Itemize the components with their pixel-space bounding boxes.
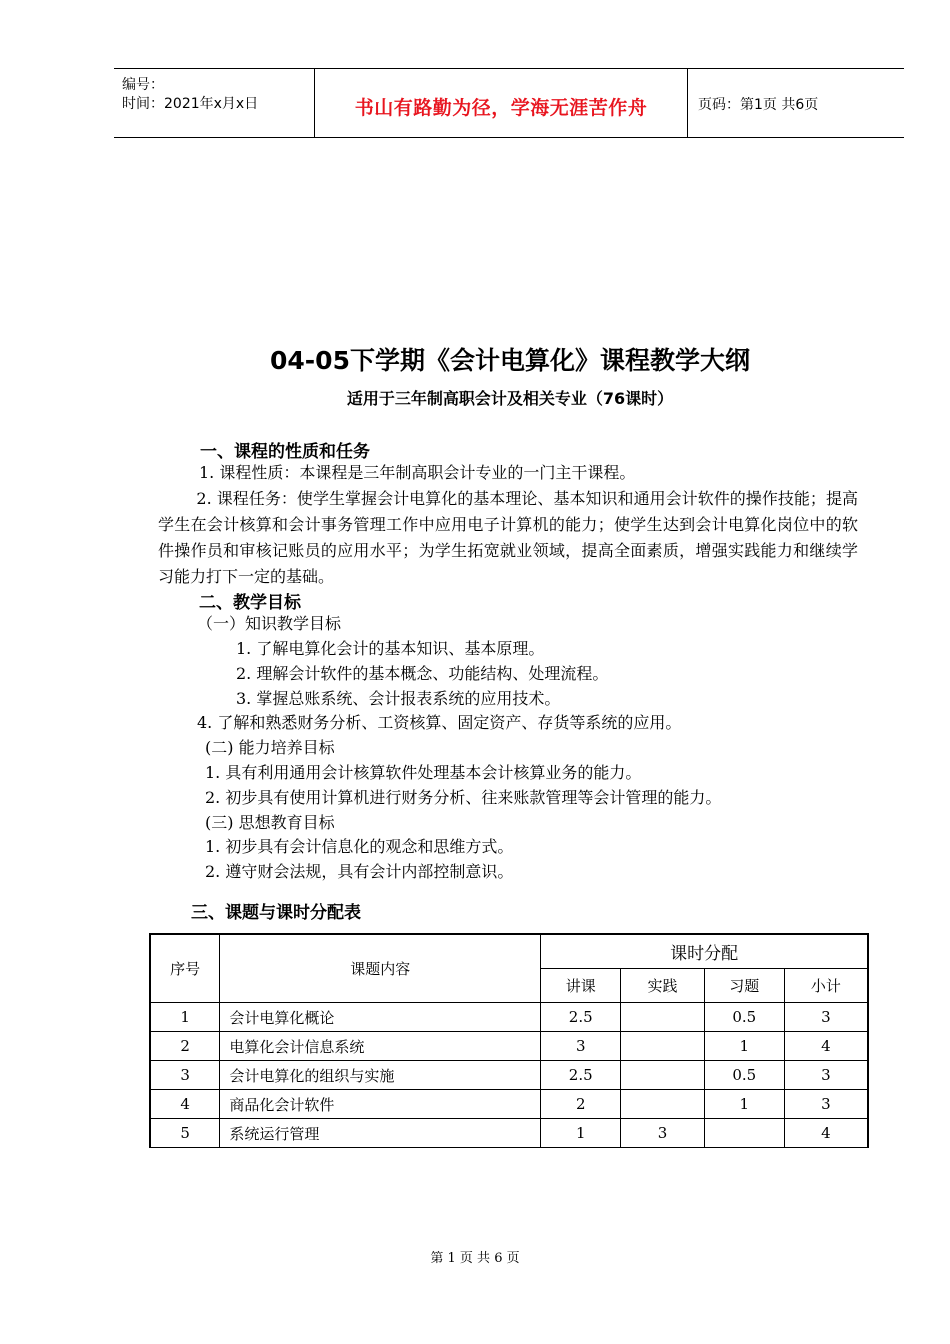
col-header-number: 序号	[150, 934, 220, 1003]
header-meta-cell	[114, 69, 315, 137]
header-motto-cell	[315, 69, 688, 137]
cell-no: 2	[150, 1032, 220, 1061]
cell-subtotal: 4	[784, 1032, 868, 1061]
ideology-goals-heading: (三) 思想教育目标	[205, 813, 335, 832]
table-row	[150, 1061, 868, 1090]
cell-practice	[621, 1003, 705, 1032]
cell-subtotal: 3	[784, 1003, 868, 1032]
cell-topic: 系统运行管理	[220, 1119, 541, 1148]
table-row	[150, 1119, 868, 1148]
cell-topic: 会计电算化概论	[220, 1003, 541, 1032]
cell-subtotal: 4	[784, 1119, 868, 1148]
knowledge-goal-item: 3. 掌握总账系统、会计报表系统的应用技术。	[236, 689, 561, 708]
cell-exercise	[704, 1119, 784, 1148]
ability-goal-item: 1. 具有利用通用会计核算软件处理基本会计核算业务的能力。	[205, 763, 642, 782]
table-row	[150, 1032, 868, 1061]
col-header-hours: 课时分配	[541, 934, 868, 969]
cell-practice	[621, 1090, 705, 1119]
cell-practice	[621, 1061, 705, 1090]
document-title: 04-05下学期《会计电算化》课程教学大纲	[270, 346, 750, 375]
cell-exercise: 0.5	[704, 1003, 784, 1032]
cell-no: 3	[150, 1061, 220, 1090]
cell-exercise: 1	[704, 1090, 784, 1119]
section-1-para-1: 1. 课程性质：本课程是三年制高职会计专业的一门主干课程。	[199, 463, 636, 482]
cell-no: 4	[150, 1090, 220, 1119]
cell-exercise: 1	[704, 1032, 784, 1061]
cell-topic: 会计电算化的组织与实施	[220, 1061, 541, 1090]
document-subtitle: 适用于三年制高职会计及相关专业（76课时）	[346, 389, 674, 408]
ideology-goal-item: 1. 初步具有会计信息化的观念和思维方式。	[205, 837, 514, 856]
col-header-practice: 实践	[621, 969, 705, 1003]
knowledge-goals-heading: （一）知识教学目标	[197, 614, 342, 633]
cell-no: 5	[150, 1119, 220, 1148]
cell-lecture: 2	[541, 1090, 621, 1119]
col-header-lecture: 讲课	[541, 969, 621, 1003]
col-header-subtotal: 小计	[784, 969, 868, 1003]
class-hours-table	[149, 933, 869, 1148]
cell-topic: 商品化会计软件	[220, 1090, 541, 1119]
knowledge-goal-item: 4. 了解和熟悉财务分析、工资核算、固定资产、存货等系统的应用。	[197, 713, 682, 732]
knowledge-goal-item: 1. 了解电算化会计的基本知识、基本原理。	[236, 639, 545, 658]
table-row	[150, 1003, 868, 1032]
ability-goal-item: 2. 初步具有使用计算机进行财务分析、往来账款管理等会计管理的能力。	[205, 788, 722, 807]
ideology-goal-item: 2. 遵守财会法规，具有会计内部控制意识。	[205, 862, 514, 881]
cell-exercise: 0.5	[704, 1061, 784, 1090]
col-header-topic: 课题内容	[220, 934, 541, 1003]
page-header	[114, 68, 904, 138]
cell-lecture: 2.5	[541, 1061, 621, 1090]
cell-lecture: 2.5	[541, 1003, 621, 1032]
cell-practice: 3	[621, 1119, 705, 1148]
page-number-label: 页码：第1页 共6页	[698, 97, 819, 113]
section-2-heading: 二、教学目标	[199, 593, 301, 613]
cell-practice	[621, 1032, 705, 1061]
section-1-para-2: 2. 课程任务：使学生掌握会计电算化的基本理论、基本知识和通用会计软件的操作技能；提高学生在会计核算和会计事务管理工作中应用电子计算机的能力；使学生达到会计电算化岗位中的软件操作员和审核记账员的应用水平；为学生拓宽就业领域，提高全面素质，增强实践能力和继续学习能力打下一定的基础。	[158, 489, 858, 586]
col-header-exercise: 习题	[704, 969, 784, 1003]
time-label: 时间：2021年x月x日	[122, 96, 259, 112]
cell-no: 1	[150, 1003, 220, 1032]
ability-goals-heading: (二) 能力培养目标	[205, 738, 335, 757]
knowledge-goal-item: 2. 理解会计软件的基本概念、功能结构、处理流程。	[236, 664, 609, 683]
cell-subtotal: 3	[784, 1090, 868, 1119]
table-row	[150, 1090, 868, 1119]
motto-text: 书山有路勤为径，学海无涯苦作舟	[354, 97, 648, 119]
cell-lecture: 3	[541, 1032, 621, 1061]
number-label: 编号：	[122, 77, 164, 93]
cell-topic: 电算化会计信息系统	[220, 1032, 541, 1061]
section-1-heading: 一、课程的性质和任务	[200, 442, 370, 462]
section-3-heading: 三、课题与课时分配表	[191, 903, 361, 923]
header-page-cell	[688, 69, 904, 137]
cell-subtotal: 3	[784, 1061, 868, 1090]
page-footer: 第 1 页 共 6 页	[430, 1251, 520, 1266]
cell-lecture: 1	[541, 1119, 621, 1148]
